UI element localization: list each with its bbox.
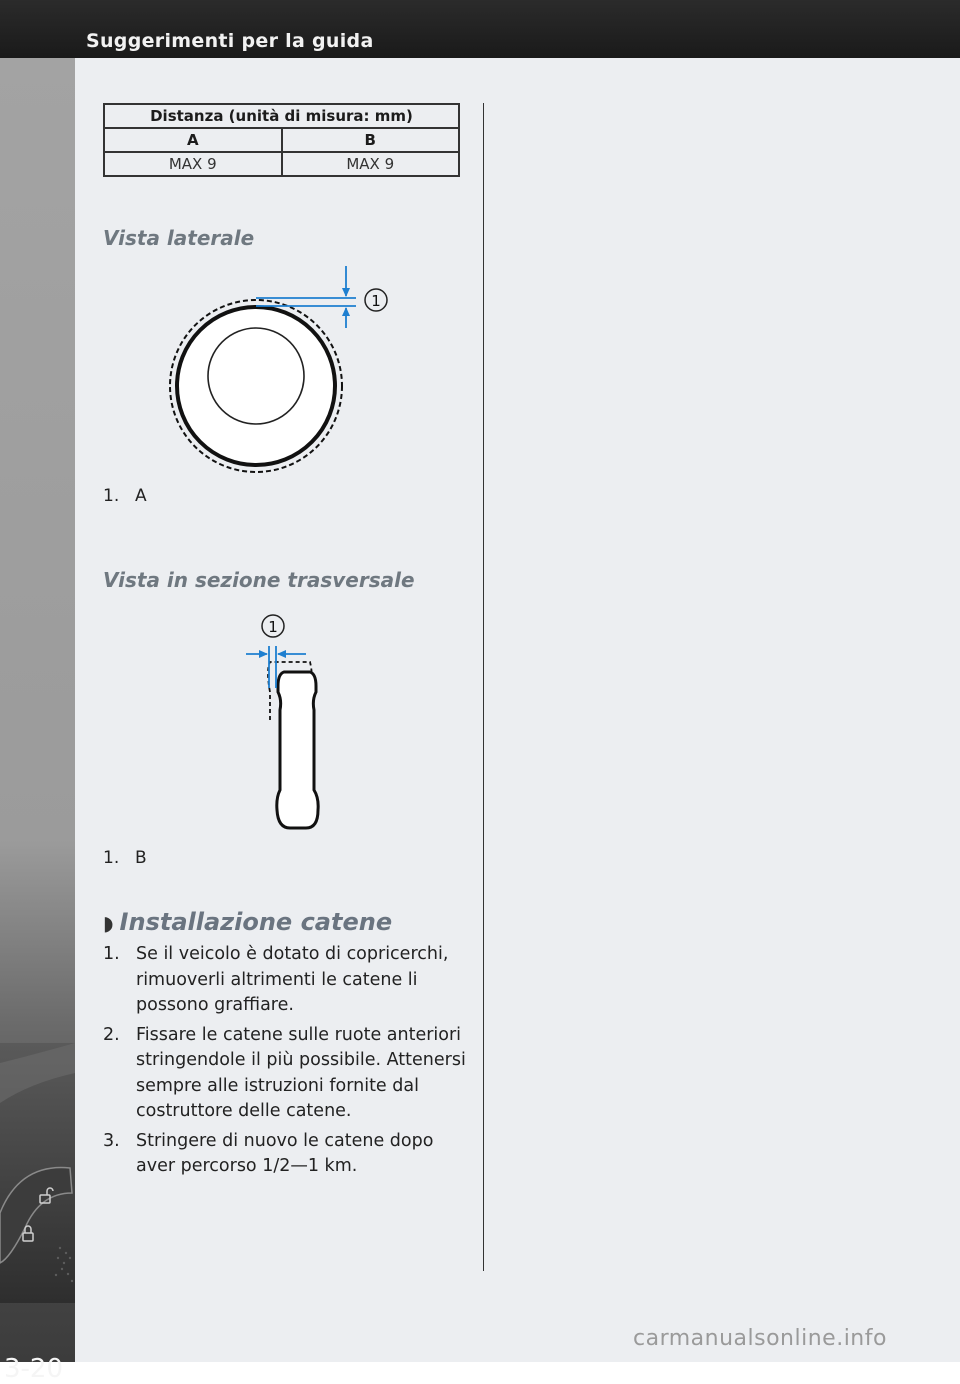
caption-text: A [135, 486, 147, 506]
caption-text: B [135, 848, 147, 868]
step-text: Fissare le catene sulle ruote anteriori stringendole il più possibile. Attenersi sempre alle istruzioni fornite dal costruttore delle catene. [136, 1024, 466, 1121]
header-title: Suggerimenti per la guida [86, 30, 374, 52]
side-view-diagram [160, 258, 410, 480]
column-b-value: MAX 9 [282, 152, 460, 176]
callout-label: 1 [371, 292, 381, 310]
list-item [103, 1129, 473, 1180]
callout-label: 1 [268, 618, 278, 636]
cross-section-diagram [240, 610, 350, 840]
section-heading [103, 908, 392, 936]
rim [208, 328, 304, 424]
step-text: Stringere di nuovo le catene dopo aver percorso 1/2—1 km. [136, 1130, 434, 1176]
column-a-header: A [104, 128, 282, 152]
list-item [103, 942, 473, 1019]
list-item [103, 1023, 473, 1125]
page-number: 3-20 [4, 1354, 64, 1384]
caption-number: 1. [103, 848, 120, 868]
callout-circle [365, 289, 387, 311]
side-view-caption [103, 486, 147, 506]
door-lock-photo [0, 1043, 75, 1303]
caption-number: 1. [103, 486, 120, 506]
cross-view-heading: Vista in sezione trasversale [103, 568, 415, 592]
section-bullet-icon: ◗ [103, 911, 114, 935]
callout-circle [262, 615, 284, 637]
column-b-header: B [282, 128, 460, 152]
cross-view-caption [103, 848, 147, 868]
section-title: Installazione catene [119, 908, 393, 936]
installation-steps [103, 942, 473, 1184]
page-header [0, 0, 960, 58]
distance-table [103, 103, 460, 177]
side-view-heading: Vista laterale [103, 226, 255, 250]
step-number: 2. [103, 1024, 120, 1045]
column-divider [483, 103, 484, 1271]
column-a-value: MAX 9 [104, 152, 282, 176]
step-number: 1. [103, 944, 120, 964]
step-text: Se il veicolo è dotato di copricerchi, rimuoverli altrimenti le catene li possono graffiare. [136, 944, 449, 1015]
tire-section [277, 672, 318, 828]
watermark-link[interactable]: carmanualsonline.info [633, 1326, 887, 1351]
table-title: Distanza (unità di misura: mm) [104, 104, 459, 128]
step-number: 3. [103, 1130, 120, 1151]
side-strip [0, 58, 75, 1384]
